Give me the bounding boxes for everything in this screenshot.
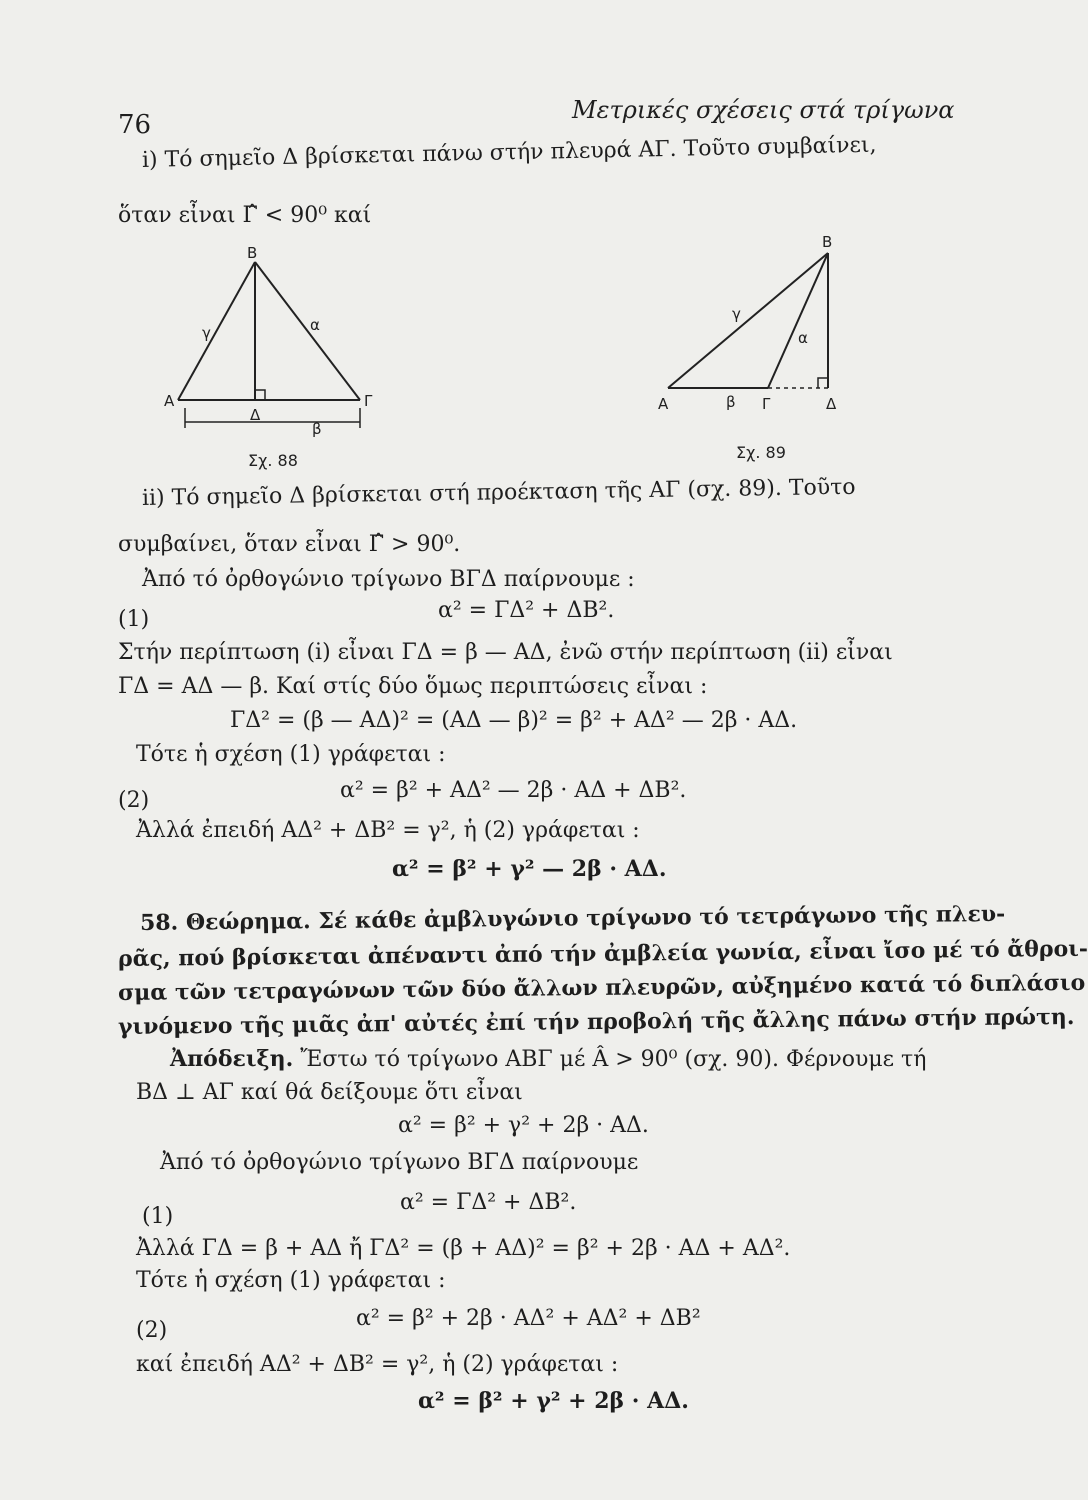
fig88-label-B: Β [247, 244, 258, 262]
fig88-label-D: Δ [250, 406, 261, 424]
fig89-right-angle [818, 378, 828, 388]
eq2-number: (2) [118, 788, 150, 813]
proof-eq1-number: (1) [142, 1204, 174, 1229]
case-ii-line1: ii) Τό σημεῖο Δ βρίσκεται στή προέκταση τῆς ΑΓ (σχ. 89). Τοῦτο [141, 474, 856, 511]
theorem-line2: ρᾶς, πού βρίσκεται ἀπέναντι ἀπό τήν ἀμβλεία γωνία, εἶναι ἴσο μέ τό ἄθροι- [117, 935, 1088, 972]
theorem-line3: σμα τῶν τετραγώνων τῶν δύο ἄλλων πλευρῶν, αὐξημένο κατά τό διπλάσιο [117, 969, 1086, 1006]
theorem-line1: 58. Θεώρημα. Σέ κάθε ἀμβλυγώνιο τρίγωνο τό τετράγωνο τῆς πλευ- [139, 900, 1006, 936]
fig89-side-alpha [768, 253, 828, 388]
figure-88 [160, 240, 390, 470]
fig88-label-beta: β [312, 420, 322, 438]
eq2-formula: α² = β² + ΑΔ² — 2β · ΑΔ + ΔΒ². [340, 778, 687, 803]
eq-result1: α² = β² + γ² — 2β · ΑΔ. [392, 856, 667, 882]
fig89-label-D: Δ [826, 395, 837, 413]
eq1-formula: α² = ΓΔ² + ΔΒ². [438, 598, 615, 623]
fig89-label-alpha: α [798, 329, 808, 347]
proof-result: α² = β² + γ² + 2β · ΑΔ. [418, 1388, 689, 1414]
text-c-line1: Ἀλλά ἐπειδή ΑΔ² + ΔΒ² = γ², ἡ (2) γράφεται : [136, 818, 640, 843]
proof-line1-rest: Ἔστω τό τρίγωνο ΑΒΓ μέ Â > 90⁰ (σχ. 90). Φέρνουμε τή [293, 1047, 927, 1072]
page-number: 76 [118, 110, 152, 140]
proof-eq2: α² = β² + 2β · ΑΔ² + ΑΔ² + ΔΒ² [356, 1306, 701, 1331]
fig89-side-gamma [668, 253, 828, 388]
case-i-line1: i) Τό σημεῖο Δ βρίσκεται πάνω στήν πλευρά ΑΓ. Τοῦτο συμβαίνει, [141, 132, 877, 173]
running-title: Μετρικές σχέσεις στά τρίγωνα [572, 96, 955, 124]
theorem-line4: γινόμενο τῆς μιᾶς ἀπ' αὐτές ἐπί τήν προβολή τῆς ἄλλης πάνω στήν πρώτη. [117, 1003, 1075, 1040]
fig89-label-G: Γ [762, 395, 771, 413]
proof-line5: Τότε ἡ σχέση (1) γράφεται : [136, 1268, 446, 1293]
eq-gd-formula: ΓΔ² = (β — ΑΔ)² = (ΑΔ — β)² = β² + ΑΔ² — 2β · ΑΔ. [230, 708, 798, 733]
fig88-label-alpha: α [310, 316, 320, 334]
proof-line4: Ἀλλά ΓΔ = β + ΑΔ ἤ ΓΔ² = (β + ΑΔ)² = β² + 2β · ΑΔ + ΑΔ². [136, 1236, 791, 1261]
proof-line1 [170, 1046, 926, 1072]
proof-target: α² = β² + γ² + 2β · ΑΔ. [398, 1113, 649, 1138]
fig89-label-beta: β [726, 393, 736, 411]
fig88-label-G: Γ [364, 392, 373, 410]
proof-eq2-number: (2) [136, 1318, 168, 1343]
fig88-side-gamma [178, 262, 255, 400]
text-b-line1: Τότε ἡ σχέση (1) γράφεται : [136, 742, 446, 767]
fig89-label-B: Β [822, 233, 833, 251]
fig88-label-gamma: γ [202, 324, 211, 342]
fig88-label-A: Α [164, 392, 175, 410]
fig89-label-gamma: γ [732, 305, 741, 323]
case-ii-line2: συμβαίνει, ὅταν εἶναι Γ̂ > 90⁰. [118, 532, 461, 557]
fig89-caption: Σχ. 89 [736, 443, 786, 462]
proof-label: Ἀπόδειξη. [170, 1046, 294, 1072]
figure-89 [650, 225, 860, 465]
text-a-line1: Στήν περίπτωση (i) εἶναι ΓΔ = β — ΑΔ, ἐνῶ στήν περίπτωση (ii) εἶναι [118, 640, 893, 665]
proof-line6: καί ἐπειδή ΑΔ² + ΔΒ² = γ², ἡ (2) γράφεται : [136, 1352, 619, 1377]
fig88-right-angle [255, 390, 265, 400]
fig88-caption: Σχ. 88 [248, 451, 298, 470]
fig89-label-A: Α [658, 395, 669, 413]
proof-eq1: α² = ΓΔ² + ΔΒ². [400, 1190, 577, 1215]
proof-line3: Ἀπό τό ὀρθογώνιο τρίγωνο ΒΓΔ παίρνουμε [160, 1150, 639, 1175]
case-ii-line3: Ἀπό τό ὀρθογώνιο τρίγωνο ΒΓΔ παίρνουμε : [142, 567, 635, 592]
eq1-number: (1) [118, 607, 150, 632]
text-a-line2: ΓΔ = ΑΔ — β. Καί στίς δύο ὅμως περιπτώσεις εἶναι : [118, 674, 708, 699]
case-i-line2: ὅταν εἶναι Γ̂ < 90⁰ καί [118, 203, 372, 228]
proof-line2: ΒΔ ⊥ ΑΓ καί θά δείξουμε ὅτι εἶναι [136, 1080, 523, 1105]
fig88-side-alpha [255, 262, 360, 400]
